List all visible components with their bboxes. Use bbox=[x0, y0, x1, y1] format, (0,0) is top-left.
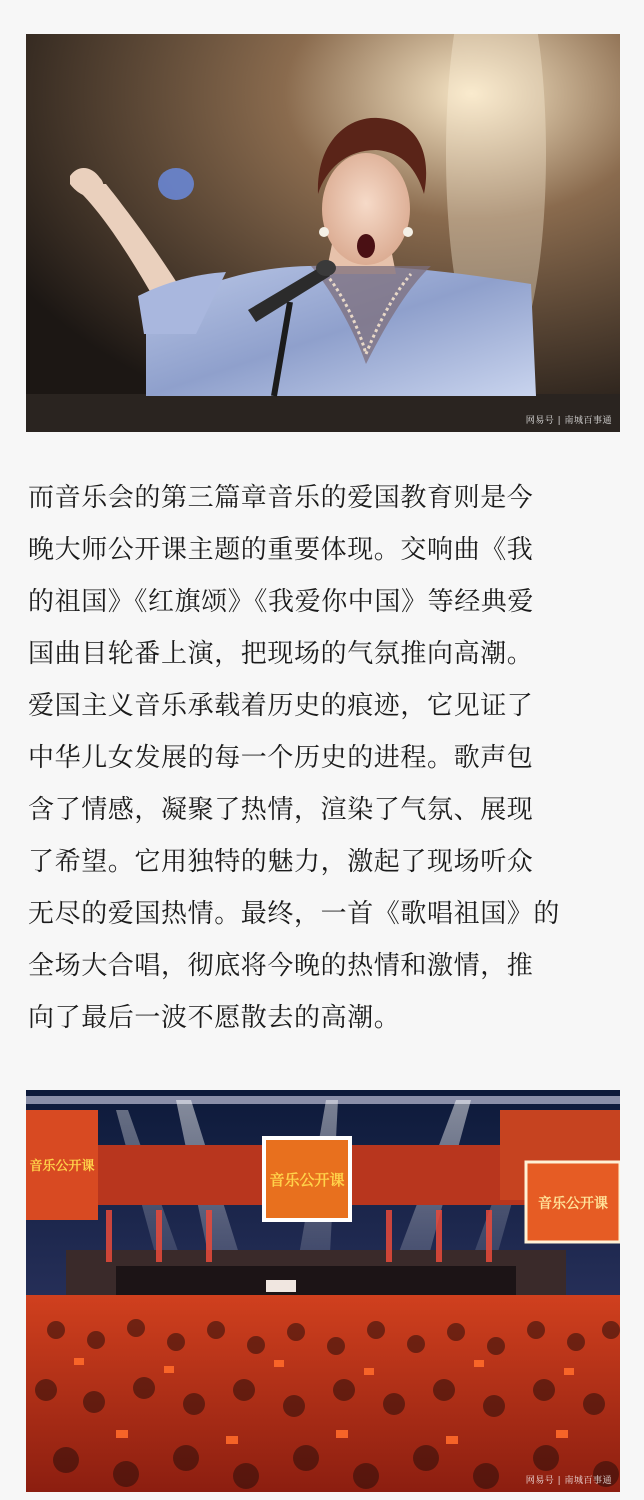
side-sign-text: 音乐公开课 bbox=[538, 1196, 608, 1212]
article-line: 含了情感，凝聚了热情，渲染了气氛、展现 bbox=[28, 795, 534, 825]
concert-photo-illustration bbox=[26, 1090, 620, 1492]
article-line: 国曲目轮番上演，把现场的气氛推向高潮。 bbox=[28, 639, 534, 669]
article-line: 而音乐会的第三篇章音乐的爱国教育则是今 bbox=[28, 483, 534, 513]
article-line: 爱国主义音乐承载着历史的痕迹，它见证了 bbox=[28, 691, 534, 721]
stage-sign-text: 音乐公开课 bbox=[269, 1171, 345, 1189]
photo-watermark: 网易号 | 南城百事通 bbox=[525, 416, 612, 426]
performer-photo-illustration bbox=[26, 34, 620, 432]
article-line: 无尽的爱国热情。最终，一首《歌唱祖国》的 bbox=[28, 899, 561, 929]
article-line: 中华儿女发展的每一个历史的进程。歌声包 bbox=[28, 743, 534, 773]
article-line: 了希望。它用独特的魅力，激起了现场听众 bbox=[28, 847, 534, 877]
article-line: 的祖国》《红旗颂》《我爱你中国》等经典爱 bbox=[28, 587, 535, 617]
performer-photo bbox=[26, 34, 620, 432]
article-line: 晚大师公开课主题的重要体现。交响曲《我 bbox=[28, 535, 534, 565]
article-body bbox=[28, 472, 620, 1044]
article-line: 向了最后一波不愿散去的高潮。 bbox=[28, 1003, 401, 1033]
concert-photo bbox=[26, 1090, 620, 1492]
left-sign-text: 音乐公开课 bbox=[29, 1159, 95, 1174]
article-line: 全场大合唱，彻底将今晚的热情和激情，推 bbox=[28, 951, 534, 981]
photo-watermark: 网易号 | 南城百事通 bbox=[525, 1476, 612, 1486]
